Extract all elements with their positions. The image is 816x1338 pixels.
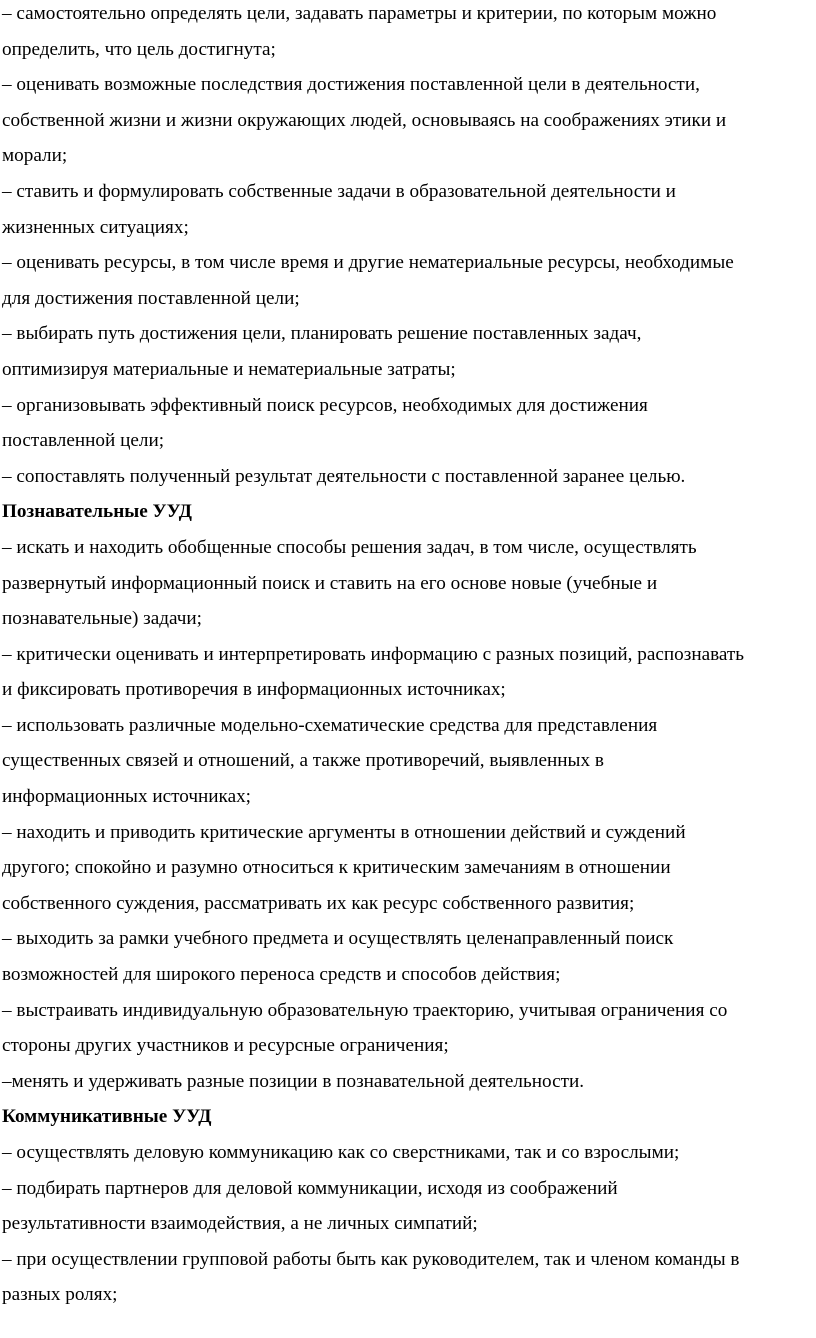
text-line: возможностей для широкого переноса средств и способов действия; bbox=[2, 964, 561, 986]
cognitive-heading: Познавательные УУД bbox=[2, 501, 192, 523]
document-page bbox=[2, 0, 814, 1313]
text-line: – самостоятельно определять цели, задавать параметры и критерии, по которым можно bbox=[2, 3, 717, 24]
text-line: развернутый информационный поиск и ставить на его основе новые (учебные и bbox=[2, 572, 658, 594]
text-line: разных ролях; bbox=[2, 1284, 118, 1306]
text-line: существенных связей и отношений, а также противоречий, выявленных в bbox=[2, 750, 604, 772]
text-line: определить, что цель достигнута; bbox=[2, 38, 276, 60]
text-line: оптимизируя материальные и нематериальные затраты; bbox=[2, 358, 456, 380]
text-line: поставленной цели; bbox=[2, 430, 165, 452]
text-line: познавательные) задачи; bbox=[2, 608, 202, 630]
cognitive-section bbox=[2, 530, 814, 1100]
communicative-heading: Коммуникативные УУД bbox=[2, 1106, 212, 1128]
text-line: – выстраивать индивидуальную образовательную траекторию, учитывая ограничения со bbox=[2, 999, 728, 1021]
text-line: – оценивать ресурсы, в том числе время и другие нематериальные ресурсы, необходимые bbox=[2, 252, 734, 274]
text-line: жизненных ситуациях; bbox=[2, 216, 189, 238]
text-line: – ставить и формулировать собственные задачи в образовательной деятельности и bbox=[2, 180, 676, 202]
text-line: – находить и приводить критические аргументы в отношении действий и суждений bbox=[2, 821, 686, 843]
text-line: – при осуществлении групповой работы быть как руководителем, так и членом команды в bbox=[2, 1248, 740, 1270]
text-line: – организовывать эффективный поиск ресурсов, необходимых для достижения bbox=[2, 394, 648, 416]
text-line: – выбирать путь достижения цели, планировать решение поставленных задач, bbox=[2, 323, 642, 345]
text-line: – осуществлять деловую коммуникацию как со сверстниками, так и со взрослыми; bbox=[2, 1142, 680, 1163]
text-line: – выходить за рамки учебного предмета и осуществлять целенаправленный поиск bbox=[2, 928, 674, 950]
text-line: собственной жизни и жизни окружающих людей, основываясь на соображениях этики и bbox=[2, 109, 727, 131]
text-line: информационных источниках; bbox=[2, 786, 252, 808]
text-line: –менять и удерживать разные позиции в познавательной деятельности. bbox=[2, 1070, 585, 1092]
text-line: и фиксировать противоречия в информационных источниках; bbox=[2, 679, 506, 701]
text-line: – использовать различные модельно-схематические средства для представления bbox=[2, 714, 658, 736]
text-line: для достижения поставленной цели; bbox=[2, 287, 300, 309]
text-line: – искать и находить обобщенные способы решения задач, в том числе, осуществлять bbox=[2, 536, 697, 558]
text-line: собственного суждения, рассматривать их как ресурс собственного развития; bbox=[2, 892, 635, 914]
text-line: морали; bbox=[2, 145, 68, 167]
text-line: результативности взаимодействия, а не личных симпатий; bbox=[2, 1213, 478, 1235]
text-line: другого; спокойно и разумно относиться к критическим замечаниям в отношении bbox=[2, 857, 671, 879]
text-line: – сопоставлять полученный результат деятельности с поставленной заранее целью. bbox=[2, 465, 686, 487]
text-line: – критически оценивать и интерпретировать информацию с разных позиций, распознавать bbox=[2, 643, 745, 665]
text-line: – подбирать партнеров для деловой коммуникации, исходя из соображений bbox=[2, 1177, 618, 1199]
intro-section bbox=[2, 0, 814, 494]
communicative-section bbox=[2, 1135, 814, 1313]
text-line: стороны других участников и ресурсные ограничения; bbox=[2, 1035, 449, 1057]
text-line: – оценивать возможные последствия достижения поставленной цели в деятельности, bbox=[2, 74, 700, 96]
